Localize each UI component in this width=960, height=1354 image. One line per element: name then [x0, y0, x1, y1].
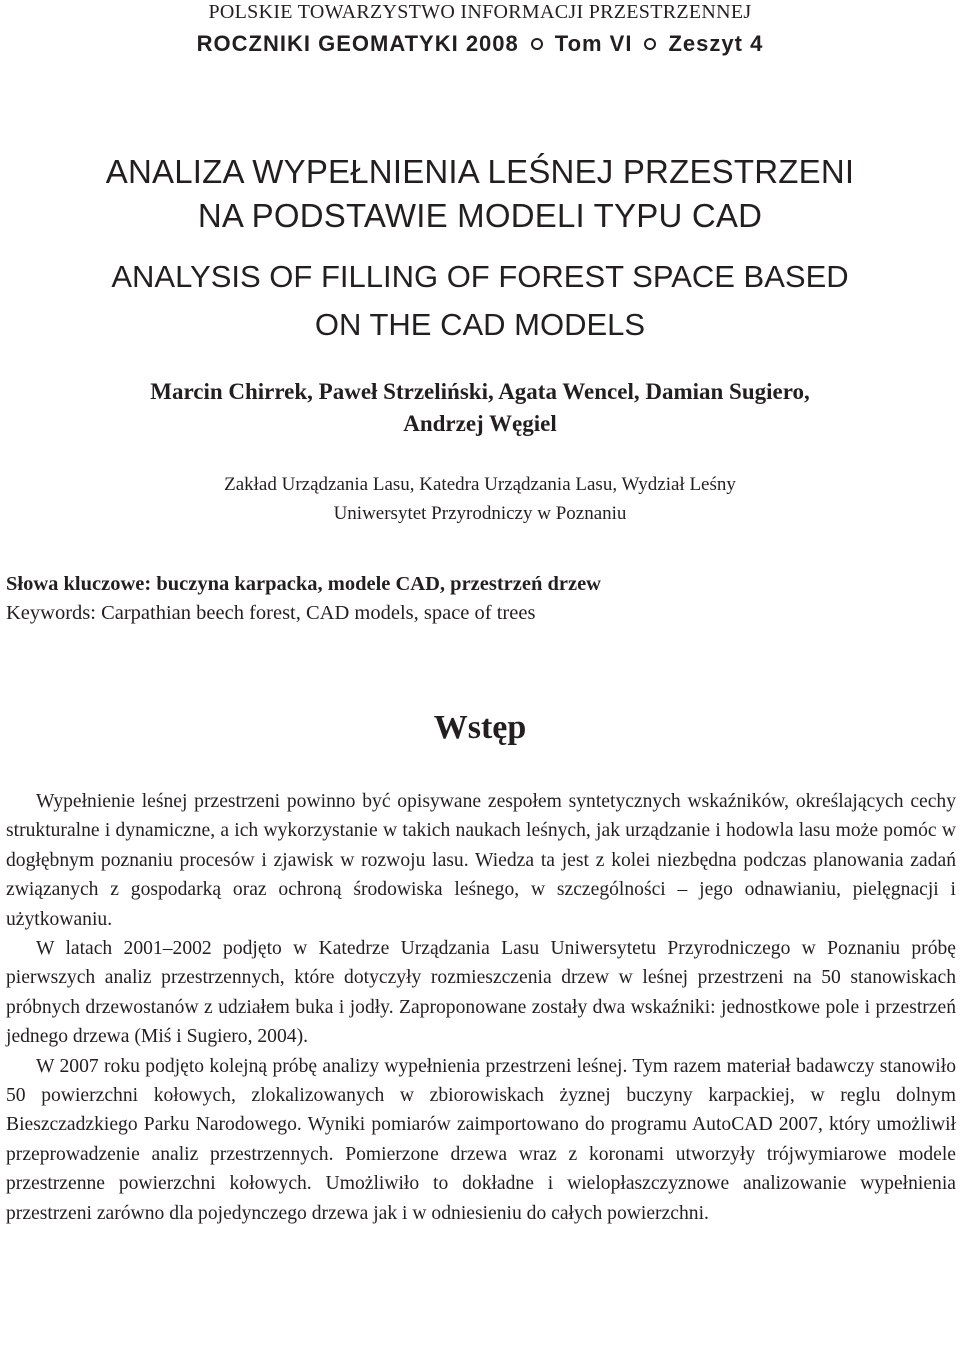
affiliation — [0, 470, 960, 528]
journal-issue: Zeszyt 4 — [668, 31, 764, 56]
society-name: POLSKIE TOWARZYSTWO INFORMACJI PRZESTRZENNEJ — [208, 1, 752, 23]
authors — [0, 376, 960, 440]
paragraph: Wypełnienie leśnej przestrzeni powinno być opisywane zespołem syntetycznych wskaźników, określających cechy strukturalne i dynamiczne, a ich wykorzystanie w takich naukach leśnych, jak urządzanie i hodowla lasu może pomóc w dogłębnym poznaniu procesów i zjawisk w rozwoju lasu. Wiedza ta jest z kolei niezbędna podczas planowania zadań związanych z gospodarką oraz ochroną środowiska leśnego, w szczególności – jego odnawianiu, pielęgnacji i użytkowaniu. — [6, 791, 956, 930]
paragraph: W 2007 roku podjęto kolejną próbę analizy wypełnienia przestrzeni leśnej. Tym razem materiał badawczy stanowiło 50 powierzchni kołowych, zlokalizowanych w zbiorowiskach żyznej buczyny karpackiej, w reglu dolnym Bieszczadzkiego Parku Narodowego. Wyniki pomiarów zaimportowano do programu AutoCAD 2007, który umożliwił przeprowadzenie analiz przestrzennych. Pomierzone drzewa wraz z koronami utworzyły trójwymiarowe modele przestrzenne powierzchni kołowych. Umożliwiło to dokładne i wielopłaszczyznowe analizowanie wypełnienia przestrzeni zarówno dla pojedynczego drzewa jak i w odniesieniu do całych powierzchni. — [6, 1055, 956, 1224]
body-text — [6, 787, 956, 1228]
keywords-english: Keywords: Carpathian beech forest, CAD models, space of trees — [6, 602, 536, 624]
journal-header — [0, 30, 960, 58]
title-english-line: ANALYSIS OF FILLING OF FOREST SPACE BASED — [111, 259, 849, 294]
keywords — [6, 570, 956, 628]
authors-line: Marcin Chirrek, Paweł Strzeliński, Agata Wencel, Damian Sugiero, — [150, 379, 810, 404]
title-polish — [0, 150, 960, 238]
paragraph: W latach 2001–2002 podjęto w Katedrze Urządzania Lasu Uniwersytetu Przyrodniczego w Poznaniu próbę pierwszych analiz przestrzennych, które dotyczyły rozmieszczenia drzew w leśnej przestrzeni na 50 stanowiskach próbnych drzewostanów z udziałem buka i jodły. Zaproponowane zostały dwa wskaźniki: jednostkowe pole i przestrzeń jednego drzewa (Miś i Sugiero, 2004). — [6, 938, 956, 1048]
journal-name: ROCZNIKI GEOMATYKI 2008 — [196, 31, 519, 56]
title-polish-line: NA PODSTAWIE MODELI TYPU CAD — [197, 197, 763, 234]
affiliation-line: Uniwersytet Przyrodniczy w Poznaniu — [333, 503, 627, 524]
section-heading: Wstęp — [433, 709, 527, 746]
journal-volume: Tom VI — [554, 31, 633, 56]
authors-line: Andrzej Węgiel — [403, 411, 557, 436]
circle-icon — [644, 38, 656, 50]
affiliation-line: Zakład Urządzania Lasu, Katedra Urządzania Lasu, Wydział Leśny — [224, 474, 736, 495]
title-english — [0, 253, 960, 349]
title-english-line: ON THE CAD MODELS — [314, 307, 646, 342]
title-polish-line: ANALIZA WYPEŁNIENIA LEŚNEJ PRZESTRZENI — [105, 153, 855, 190]
circle-icon — [531, 38, 543, 50]
keywords-polish: Słowa kluczowe: buczyna karpacka, modele CAD, przestrzeń drzew — [6, 573, 601, 595]
